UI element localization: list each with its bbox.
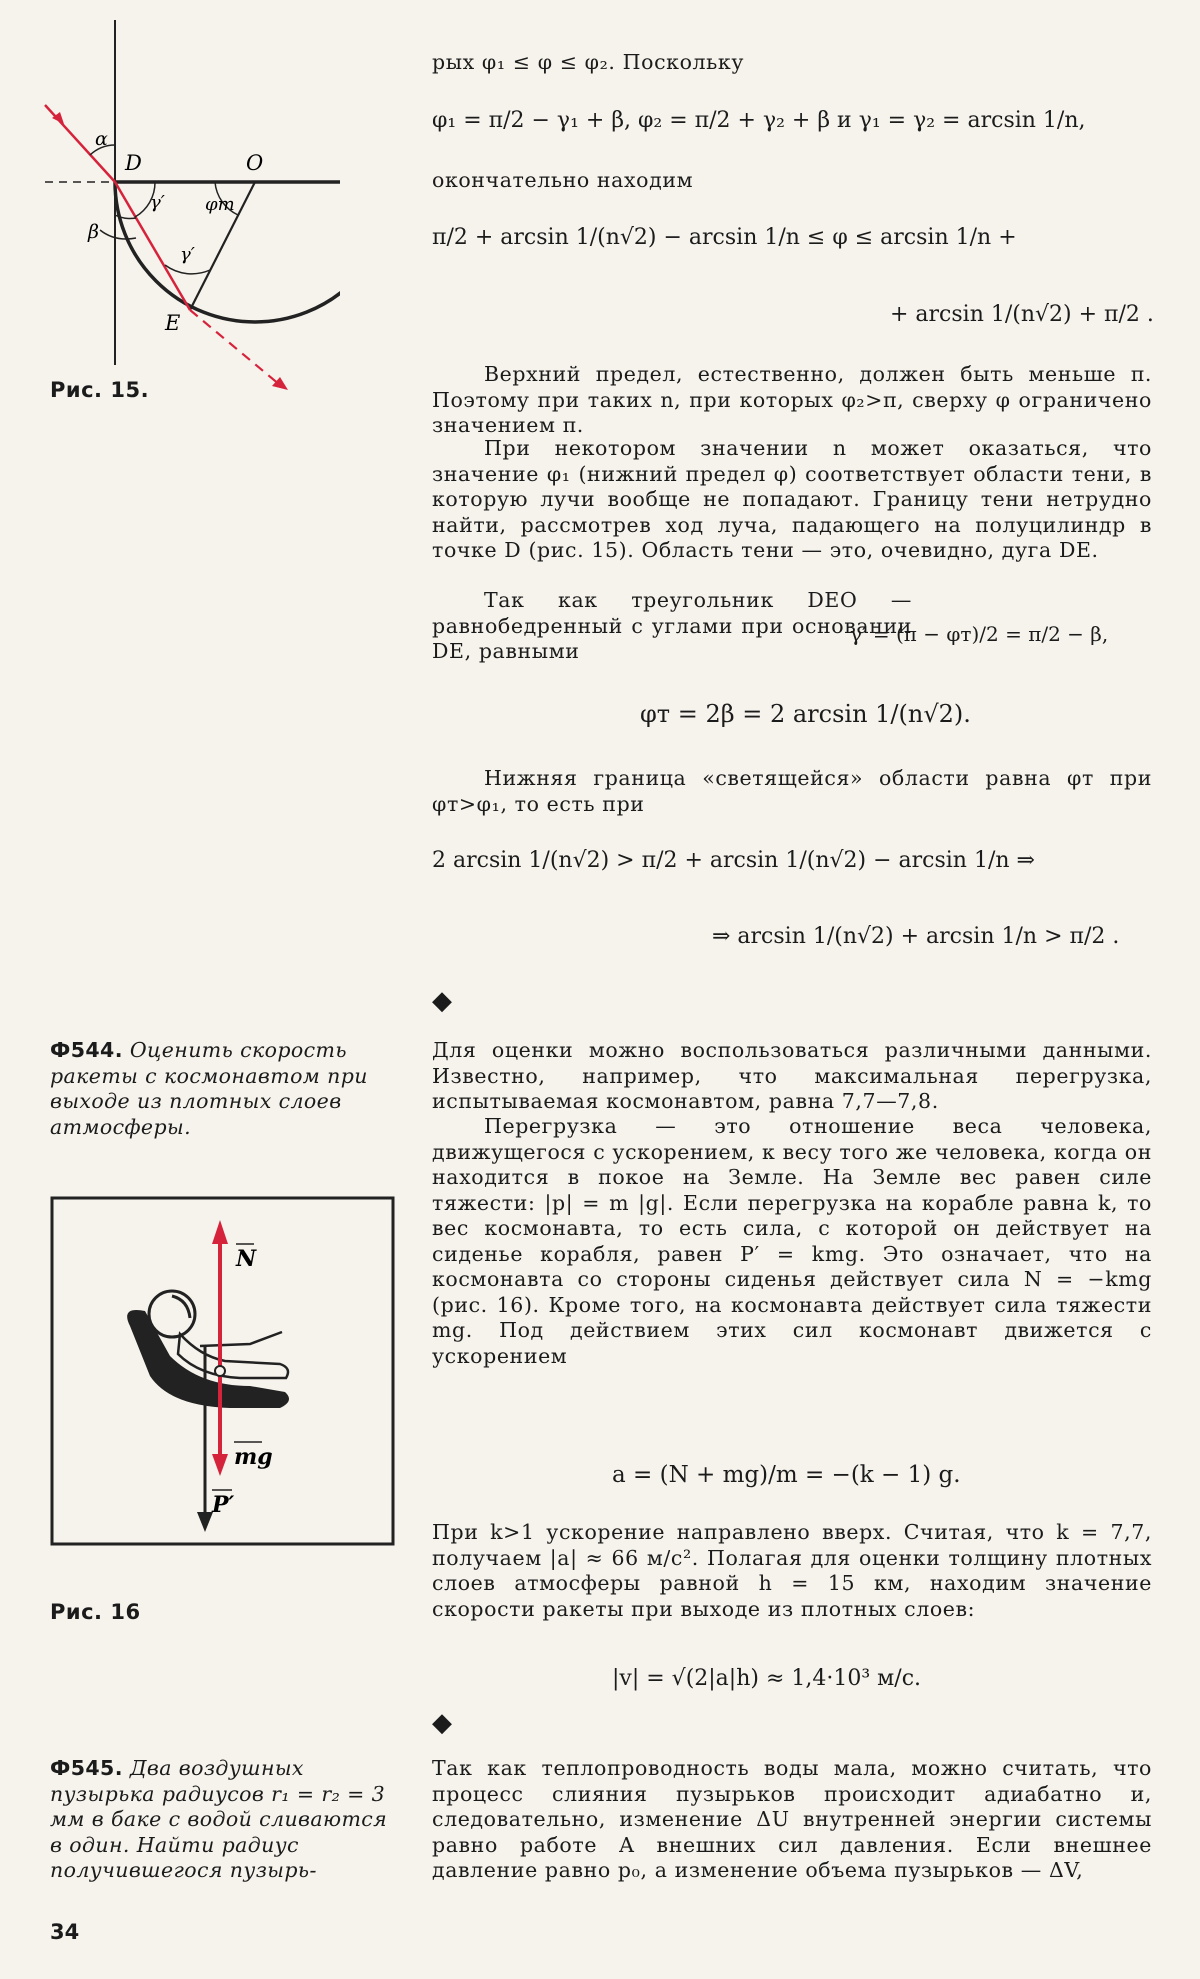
problem-f544-number: Ф544. <box>50 1038 123 1062</box>
paragraph-lower-bound: Нижняя граница «светящейся» области равна φт при φт>φ₁, то есть при <box>432 766 1152 816</box>
paragraph-f544-data: Для оценки можно воспользоваться различными данными. Известно, например, что максимальная перегрузка, испытываемая космонавтом, равна 7,7—7,8. <box>432 1038 1152 1113</box>
fig15-label-alpha: α <box>95 128 108 150</box>
problem-f544-text: Оценить скорость ракеты с космонавтом при выходе из плотных слоев атмосферы. <box>50 1038 368 1139</box>
formula-inequality-part1: π/2 + arcsin 1/(n√2) − arcsin 1/n ≤ φ ≤ arcsin 1/n + <box>432 225 1017 250</box>
problem-f545-text: Два воздушных пузырька радиусов r₁ = r₂ = 3 мм в баке с водой сливаются в один. Найти радиус получившегося пузырь- <box>50 1756 388 1882</box>
problem-f545-statement <box>50 1756 395 1884</box>
fig16-arrow-P-head <box>197 1512 213 1532</box>
fig15-label-D: D <box>125 151 142 175</box>
fig15-caption: Рис. 15. <box>50 378 150 402</box>
fig15-label-O: O <box>246 151 264 175</box>
formula-condition-part2: ⇒ arcsin 1/(n√2) + arcsin 1/n > π/2 . <box>712 924 1120 949</box>
text-line-finally: окончательно находим <box>432 168 694 192</box>
paragraph-f544-overload: Перегрузка — это отношение веса человека, движущегося с ускорением, к весу того же человека, когда он находится в покое на Земле. На Земле вес равен силе тяжести: |p| = m |g|. Если перегрузка на корабле равна k, то вес космонавта, то есть сила, с которой он действует на сиденье корабля, равен P′ = kmg. Это означает, что на космонавта со стороны сиденья действует сила N = −kmg (рис. 16). Кроме того, на космонавта действует сила тяжести mg. Под действием этих сил космонавт движется с ускорением <box>432 1114 1152 1368</box>
fig16-arrow-N-head <box>212 1220 228 1244</box>
paragraph-f545-adiabatic: Так как теплопроводность воды мала, можно считать, что процесс слияния пузырьков происходит адиабатно и, следовательно, изменение ΔU внутренней энергии системы равно работе A внешних сил давления. Если внешнее давление равно p₀, а изменение объема пузырьков — ΔV, <box>432 1756 1152 1882</box>
page-number: 34 <box>50 1920 80 1944</box>
fig15-label-E: E <box>165 311 181 335</box>
fig16-caption: Рис. 16 <box>50 1600 141 1624</box>
paragraph-shadow-region: При некотором значении n может оказаться, что значение φ₁ (нижний предел φ) соответствует области тени, в которую лучи вообще не попадают. Границу тени нетрудно найти, рассмотрев ход луча, падающего на полуцилиндр в точке D (рис. 15). Область тени — это, очевидно, дуга DE. <box>432 436 1152 562</box>
formula-velocity: |v| = √(2|a|h) ≈ 1,4·10³ м/с. <box>612 1666 922 1691</box>
text-line-phi-range: рых φ₁ ≤ φ ≤ φ₂. Поскольку <box>432 50 744 74</box>
section-divider-diamond: ◆ <box>432 986 452 1016</box>
formula-acceleration: a = (N + mg)/m = −(k − 1) g. <box>612 1462 961 1488</box>
figure-15 <box>40 20 340 400</box>
problem-f545-number: Ф545. <box>50 1756 123 1780</box>
paragraph-upper-limit: Верхний предел, естественно, должен быть меньше π. Поэтому при таких n, при которых φ₂>π, сверху φ ограничено значением π. <box>432 362 1152 437</box>
section-divider-diamond-2: ◆ <box>432 1708 452 1738</box>
fig15-label-gamma-top: γ′ <box>150 192 165 213</box>
paragraph-f544-estimate: При k>1 ускорение направлено вверх. Считая, что k = 7,7, получаем |a| ≈ 66 м/с². Полагая для оценки толщину плотных слоев атмосферы равной h = 15 км, находим значение скорости ракеты при выходе из плотных слоев: <box>432 1520 1152 1621</box>
fig16-body <box>178 1334 288 1378</box>
fig15-label-gamma-bottom: γ′ <box>180 244 195 265</box>
fig15-label-beta: β <box>88 221 99 243</box>
formula-phi1-phi2: φ₁ = π/2 − γ₁ + β, φ₂ = π/2 + γ₂ + β и γ₁ = γ₂ = arcsin 1/n, <box>432 108 1086 133</box>
fig16-arrow-mg-head <box>212 1454 228 1476</box>
fig16-label-mg: mg <box>234 1444 273 1470</box>
formula-phi-t: φт = 2β = 2 arcsin 1/(n√2). <box>640 700 971 728</box>
figure-16 <box>50 1196 395 1546</box>
formula-inequality-part2: + arcsin 1/(n√2) + π/2 . <box>890 302 1154 327</box>
paragraph-isosceles-triangle: Так как треугольник DEO — равнобедренный с углами при основании DE, равными <box>432 588 912 663</box>
fig16-label-P: P′ <box>212 1492 235 1518</box>
fig15-label-phi-t: φт <box>205 194 235 215</box>
problem-f544-statement <box>50 1038 395 1140</box>
formula-condition-part1: 2 arcsin 1/(n√2) > π/2 + arcsin 1/(n√2) − arcsin 1/n ⇒ <box>432 848 1035 873</box>
fig16-label-N: N <box>236 1246 257 1272</box>
formula-gamma-prime: γ′ = (π − φт)/2 = π/2 − β, <box>850 622 1109 646</box>
